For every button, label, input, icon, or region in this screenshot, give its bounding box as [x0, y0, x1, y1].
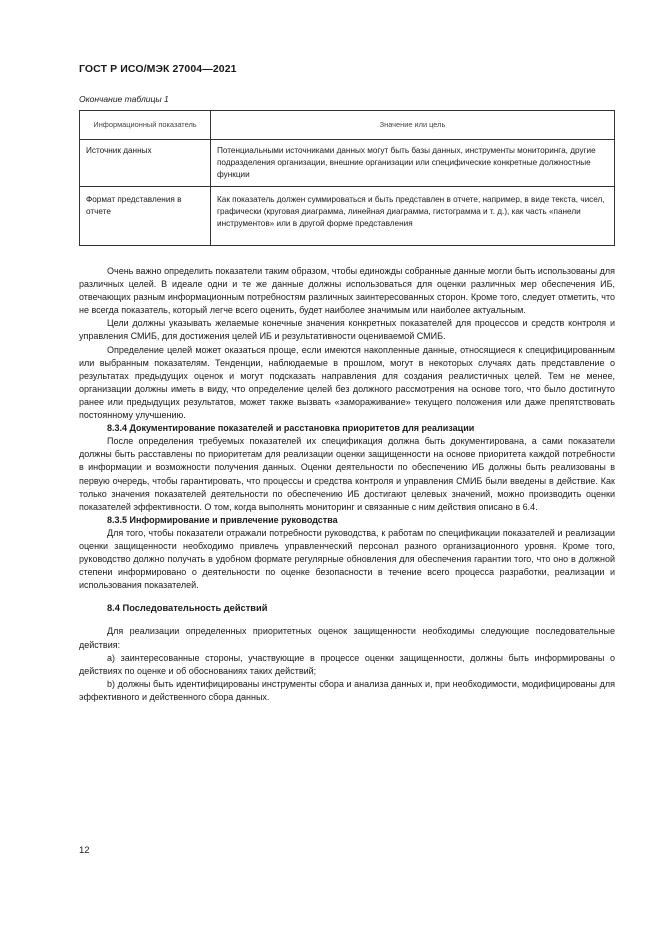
section-heading-8-3-4: 8.3.4 Документирование показателей и расстановка приоритетов для реализации	[107, 423, 475, 434]
table-cell-indicator: Источник данных	[80, 140, 211, 187]
paragraph: Цели должны указывать желаемые конечные значения конкретных показателей для процессов и средств контроля и управления СМИБ, для достижения целей ИБ и результативности оцениваемой СМИБ.	[79, 318, 615, 342]
table-row	[80, 187, 615, 246]
column-header-indicator: Информационный показатель	[80, 111, 211, 140]
paragraph: Для того, чтобы показатели отражали потребности руководства, к работам по спецификации показателей и реализации оценки защищенности необходимо привлечь управленческий персонал разного организационного уровня. Кроме того, руководство должно получать в удобном формате регулярные обновления для обеспечения гарантии того, что оно в должной степени информировано о деятельности по оценке безопасности в течение всего процесса разработки, реализации и использования показателей.	[79, 527, 615, 591]
table-header-row	[80, 111, 615, 140]
table-cell-value: Как показатель должен суммироваться и быть представлен в отчете, например, в виде текста, чисел, графически (круговая диаграмма, линейная диаграмма, гистограмма и т. д.), как часть «панели инструментов» или в другой форме представления	[211, 187, 615, 246]
document-header: ГОСТ Р ИСО/МЭК 27004—2021	[79, 63, 237, 75]
paragraph: Определение целей может оказаться проще, если имеются накопленные данные, относящиеся к специфицированным или выбранным показателям. Тенденции, наблюдаемые в прошлом, могут в некоторых случаях дать представление о результатах предыдущих оценок и могут подсказать направления для создания реалистичных целей. Тем не менее, организации должны иметь в виду, что определение целей без должного рассмотрения на основе того, что было достигнуто ранее или предыдущих результатов, может также вызвать «замораживание» текущего положения или даже препятствовать постоянному улучшению.	[79, 344, 615, 421]
page-number: 12	[79, 845, 90, 856]
table-cell-indicator: Формат представления в отчете	[80, 187, 211, 246]
table-cell-value: Потенциальными источниками данных могут быть базы данных, инструменты мониторинга, другие подразделения организации, внешние организации или специфические конкретные должностные функции	[211, 140, 615, 187]
list-item: a) заинтересованные стороны, участвующие в процессе оценки защищенности, должны быть информированы о действиях по оценке и об обоснованиях таких действий;	[79, 652, 615, 676]
table-caption: Окончание таблицы 1	[79, 94, 169, 104]
section-heading-8-4: 8.4 Последовательность действий	[107, 603, 268, 614]
table-row	[80, 140, 615, 187]
paragraph: Для реализации определенных приоритетных оценок защищенности необходимы следующие последовательные действия:	[79, 626, 615, 650]
indicator-table	[79, 110, 615, 246]
column-header-value: Значение или цель	[211, 111, 615, 140]
paragraph: После определения требуемых показателей их спецификация должна быть документирована, а сами показатели должны быть расставлены по приоритетам для реализации оценки защищенности на основе приоритета каждой потребности в информации и возможности получения данных. Оценки деятельности по обеспечению ИБ должны быть реализованы в первую очередь, чтобы гарантировать, что процессы и средства контроля и управления СМИБ были введены в действие. Как только значения показателей деятельности по обеспечению ИБ достигают целевых значений, можно производить оценки показателей эффективности. О том, когда выполнять мониторинг и связанные с ним действия описано в 6.4.	[79, 436, 615, 512]
paragraph: Очень важно определить показатели таким образом, чтобы единожды собранные данные могли быть использованы для различных целей. В идеале одни и те же данные должны использоваться для оценки различных мер обеспечения ИБ, отвечающих разным информационным потребностям различных заинтересованных сторон. Кроме того, следует отметить, что не всегда показатель, который легче всего оценить, будет наиболее значимым или наиболее актуальным.	[79, 266, 615, 316]
body-text	[79, 265, 615, 704]
section-heading-8-3-5: 8.3.5 Информирование и привлечение руководства	[107, 514, 338, 525]
list-item: b) должны быть идентифицированы инструменты сбора и анализа данных и, при необходимости, модифицированы для эффективного и действенного сбора данных.	[79, 678, 615, 702]
